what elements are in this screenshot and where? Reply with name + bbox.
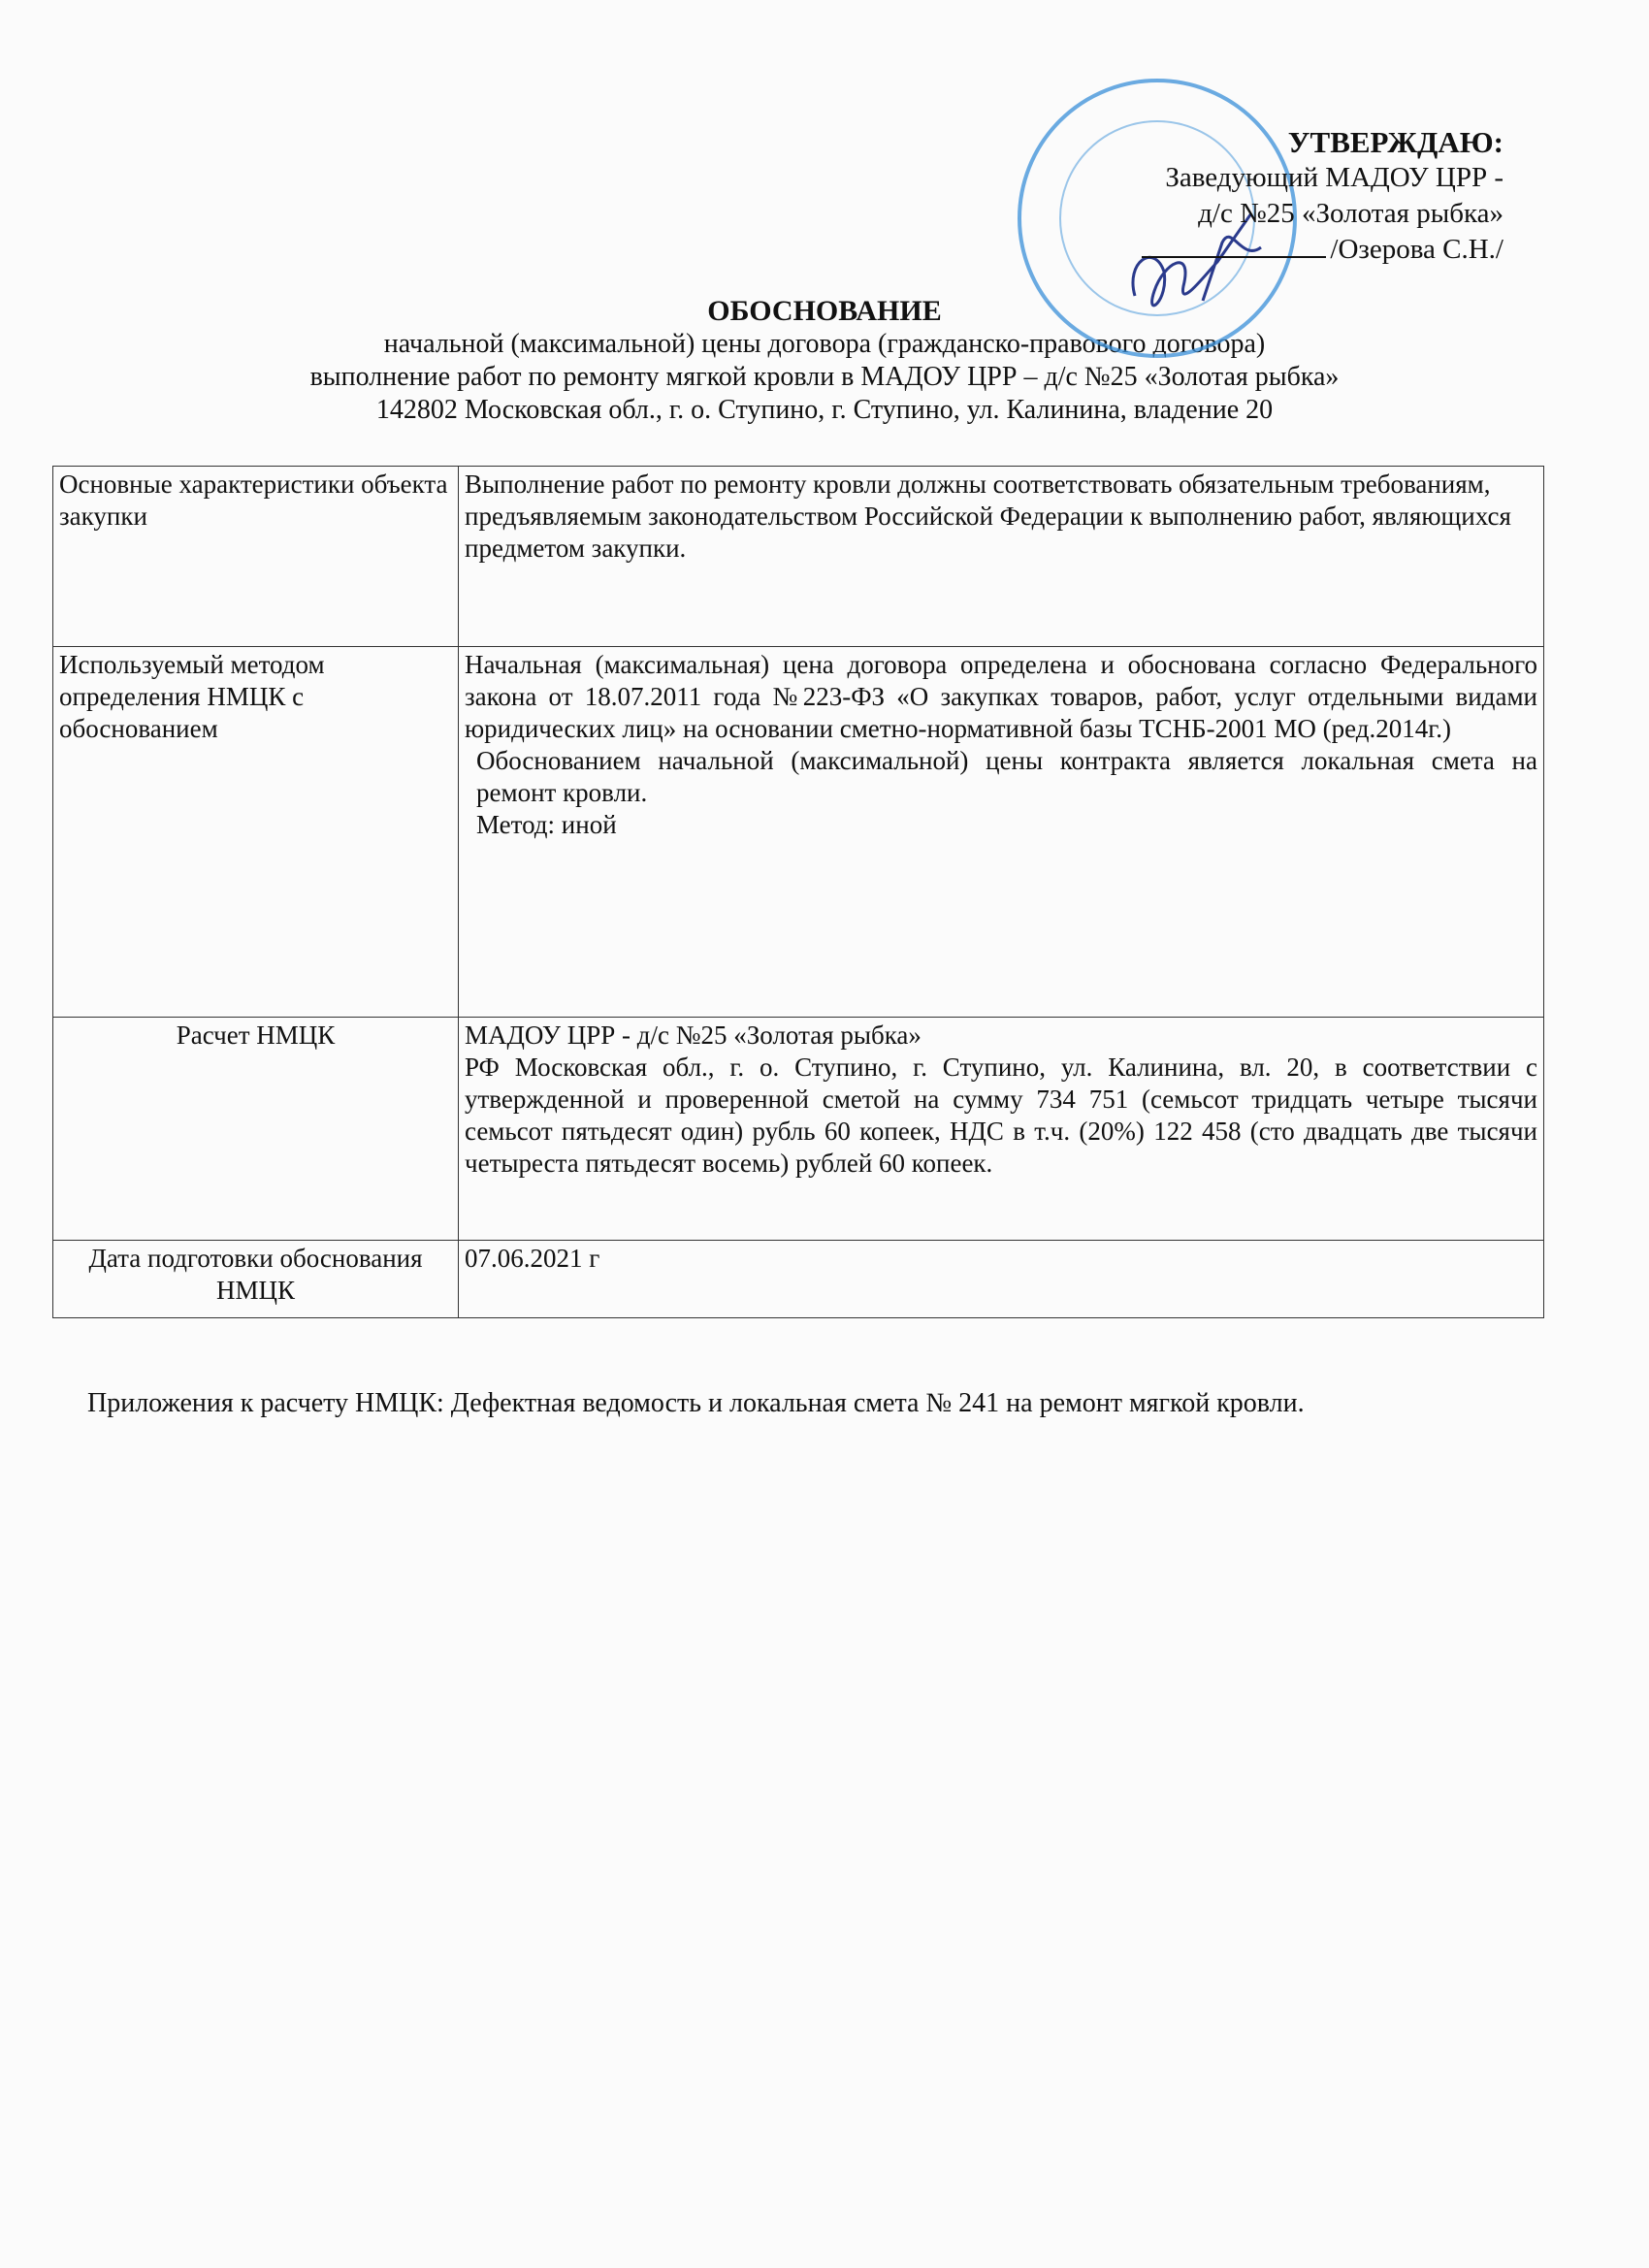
paragraph: РФ Московская обл., г. о. Ступино, г. Ступино, ул. Калинина, вл. 20, в соответствии с утвержденной и проверенной сметой на сумму 734 751 (семьсот тридцать четыре тысячи семьсот пятьдесят один) рубль 60 копеек, НДС в т.ч. (20%) 122 458 (сто двадцать две тысячи четыреста пятьдесят восемь) рублей 60 копеек.	[465, 1053, 1537, 1178]
paragraph: Начальная (максимальная) цена договора определена и обоснована согласно Федерального закона от 18.07.2011 года №223-ФЗ «О закупках товаров, работ, услуг отдельными видами юридических лиц» на основании сметно-нормативной базы ТСНБ-2001 МО (ред.2014г.)	[465, 650, 1537, 743]
table-row	[53, 1018, 1544, 1241]
title-line-1: начальной (максимальной) цены договора (гражданско-правового договора)	[383, 329, 1266, 359]
table-row	[53, 1241, 1544, 1318]
row-label: Дата подготовки обоснования НМЦК	[53, 1241, 459, 1318]
row-label: Расчет НМЦК	[53, 1018, 459, 1241]
approval-position: Заведующий МАДОУ ЦРР -	[1165, 162, 1504, 193]
table-row	[53, 647, 1544, 1018]
paragraph: 07.06.2021 г	[465, 1244, 600, 1273]
table-row	[53, 467, 1544, 647]
paragraph: МАДОУ ЦРР - д/с №25 «Золотая рыбка»	[465, 1021, 922, 1050]
row-label: Основные характеристики объекта закупки	[53, 467, 459, 647]
row-value	[459, 647, 1544, 1018]
signature-line	[1142, 233, 1326, 258]
row-value	[459, 467, 1544, 647]
approval-heading: УТВЕРЖДАЮ:	[1287, 125, 1504, 159]
title-line-3: 142802 Московская обл., г. о. Ступино, г. Ступино, ул. Калинина, владение 20	[375, 395, 1274, 425]
title-line-2: выполнение работ по ремонту мягкой кровли в МАДОУ ЦРР – д/с №25 «Золотая рыбка»	[309, 362, 1340, 392]
paragraph: Метод: иной	[476, 810, 617, 839]
justification-table	[52, 466, 1544, 1318]
paragraph: Обоснованием начальной (максимальной) цены контракта является локальная смета на ремонт кровли.	[476, 746, 1537, 807]
paragraph: Выполнение работ по ремонту кровли должны соответствовать обязательным требованиям, предъявляемым законодательством Российской Федерации к выполнению работ, являющихся предметом закупки.	[465, 470, 1511, 563]
approval-signatory: /Озерова С.Н./	[1330, 234, 1504, 265]
row-value	[459, 1241, 1544, 1318]
title-main: ОБОСНОВАНИЕ	[707, 295, 942, 327]
approval-organization: д/с №25 «Золотая рыбка»	[1198, 198, 1504, 229]
appendix-note: Приложения к расчету НМЦК: Дефектная ведомость и локальная смета № 241 на ремонт мягкой кровли.	[87, 1388, 1305, 1418]
row-value	[459, 1018, 1544, 1241]
document-title	[0, 295, 1649, 427]
row-label: Используемый методом определения НМЦК с обоснованием	[53, 647, 459, 1018]
approval-block	[1142, 124, 1504, 268]
